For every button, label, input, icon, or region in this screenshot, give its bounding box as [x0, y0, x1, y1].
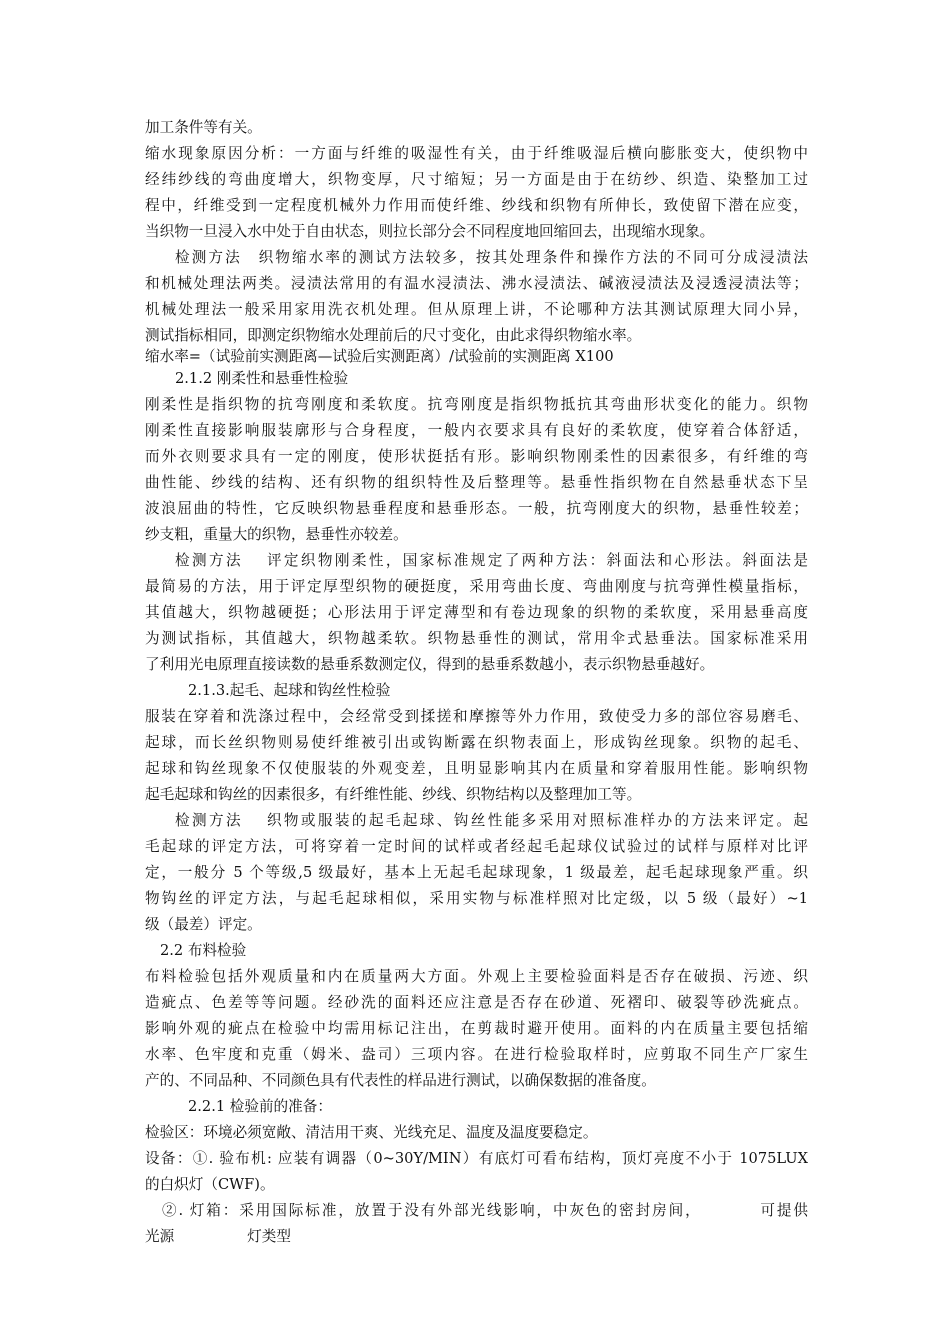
section-heading: 2.2.1 检验前的准备： [188, 1098, 332, 1115]
text-line: 而外衣则要求具有一定的刚度，使形状挺括有形。影响织物刚柔性的因素很多，有纤维的弯 [145, 448, 808, 465]
text-line: 经纬纱线的弯曲度增大，织物变厚，尺寸缩短；另一方面是由于在纺纱、织造、染整加工过 [145, 171, 808, 188]
text-line: 的白炽灯（CWF)。 [145, 1176, 275, 1193]
text-line: 服装在穿着和洗涤过程中，会经常受到揉搓和摩擦等外力作用，致使受力多的部位容易磨毛、 [145, 708, 808, 725]
text-line: 光源 灯类型 [145, 1228, 291, 1245]
text-line: 物钩丝的评定方法，与起毛起球相似，采用实物与标准样照对比定级，以 5 级（最好）~1 [145, 890, 808, 907]
text-line: 级（最差）评定。 [145, 916, 262, 933]
text-line: 纱支粗，重量大的织物，悬垂性亦较差。 [145, 526, 408, 543]
text-line: 曲性能、纱线的结构、还有织物的组织特性及后整理等。悬垂性指织物在自然悬垂状态下呈 [145, 474, 808, 491]
text-line: 加工条件等有关。 [145, 119, 262, 136]
formula-line: 缩水率=（试验前实测距离—试验后实测距离）/试验前的实测距离 X100 [145, 348, 614, 365]
text-line: 起球和钩丝现象不仅使服装的外观变差，且明显影响其内在质量和穿着服用性能。影响织物 [145, 760, 808, 777]
text-line: 检测方法 织物或服装的起毛起球、钩丝性能多采用对照标准样办的方法来评定。起 [175, 812, 808, 829]
text-line: 机械处理法一般采用家用洗衣机处理。但从原理上讲，不论哪种方法其测试原理大同小异， [145, 301, 808, 318]
text-line: 测试指标相同，即测定织物缩水处理前后的尺寸变化，由此求得织物缩水率。 [145, 327, 642, 344]
text-line: 设备：①. 验布机: 应装有调器（0~30Y/MIN）有底灯可看布结构，顶灯亮度不小于 1075LUX [145, 1150, 808, 1167]
text-line: 检测方法 评定织物刚柔性，国家标准规定了两种方法：斜面法和心形法。斜面法是 [175, 552, 808, 569]
text-line: 和机械处理法两类。浸渍法常用的有温水浸渍法、沸水浸渍法、碱液浸渍法及浸透浸渍法等； [145, 275, 808, 292]
text-line: 起毛起球和钩丝的因素很多，有纤维性能、纱线、织物结构以及整理加工等。 [145, 786, 642, 803]
text-line: 产的、不同品种、不同颜色具有代表性的样品进行测试，以确保数据的准备度。 [145, 1072, 656, 1089]
text-line: 波浪屈曲的特性，它反映织物悬垂程度和悬垂形态。一般，抗弯刚度大的织物，悬垂性较差； [145, 500, 808, 517]
text-line: 刚柔性是指织物的抗弯刚度和柔软度。抗弯刚度是指织物抵抗其弯曲形状变化的能力。织物 [145, 396, 808, 413]
text-line: ②. 灯箱：采用国际标准，放置于没有外部光线影响，中灰色的密封房间， 可提供 [162, 1202, 808, 1219]
text-line: 了利用光电原理直接读数的悬垂系数测定仪，得到的悬垂系数越小，表示织物悬垂越好。 [145, 656, 715, 673]
text-line: 定，一般分 5 个等级,5 级最好，基本上无起毛起球现象，1 级最差，起毛起球现象严重。织 [145, 864, 808, 881]
text-line: 起球，而长丝织物则易使纤维被引出或钩断露在织物表面上，形成钩丝现象。织物的起毛、 [145, 734, 808, 751]
text-line: 检验区：环境必须宽敞、清洁用干爽、光线充足、温度及温度要稳定。 [145, 1124, 598, 1141]
text-line: 程中，纤维受到一定程度机械外力作用而使纤维、纱线和织物有所伸长，致使留下潜在应变， [145, 197, 808, 214]
text-line: 缩水现象原因分析：一方面与纤维的吸湿性有关，由于纤维吸湿后横向膨胀变大，使织物中 [145, 145, 808, 162]
text-line: 水率、色牢度和克重（姆米、盎司）三项内容。在进行检验取样时，应剪取不同生产厂家生 [145, 1046, 808, 1063]
text-line: 影响外观的疵点在检验中均需用标记注出，在剪裁时避开使用。面料的内在质量主要包括缩 [145, 1020, 808, 1037]
text-line: 刚柔性直接影响服装廓形与合身程度，一般内衣要求具有良好的柔软度，使穿着合体舒适， [145, 422, 808, 439]
text-line: 布料检验包括外观质量和内在质量两大方面。外观上主要检验面料是否存在破损、污迹、织 [145, 968, 808, 985]
text-line: 造疵点、色差等等问题。经砂洗的面料还应注意是否存在砂道、死褶印、破裂等砂洗疵点。 [145, 994, 808, 1011]
text-line: 检测方法 织物缩水率的测试方法较多，按其处理条件和操作方法的不同可分成浸渍法 [175, 249, 808, 266]
section-heading: 2.2 布料检验 [160, 942, 247, 959]
text-line: 毛起球的评定方法，可将穿着一定时间的试样或者经起毛起球仪试验过的试样与原样对比评 [145, 838, 808, 855]
section-heading: 2.1.2 刚柔性和悬垂性检验 [175, 370, 349, 387]
text-line: 最简易的方法，用于评定厚型织物的硬挺度，采用弯曲长度、弯曲刚度与抗弯弹性模量指标， [145, 578, 808, 595]
text-line: 当织物一旦浸入水中处于自由状态，则拉长部分会不同程度地回缩回去，出现缩水现象。 [145, 223, 715, 240]
text-line: 其值越大，织物越硬挺；心形法用于评定薄型和有卷边现象的织物的柔软度，采用悬垂高度 [145, 604, 808, 621]
section-heading: 2.1.3.起毛、起球和钩丝性检验 [188, 682, 391, 699]
text-line: 为测试指标，其值越大，织物越柔软。织物悬垂性的测试，常用伞式悬垂法。国家标准采用 [145, 630, 808, 647]
